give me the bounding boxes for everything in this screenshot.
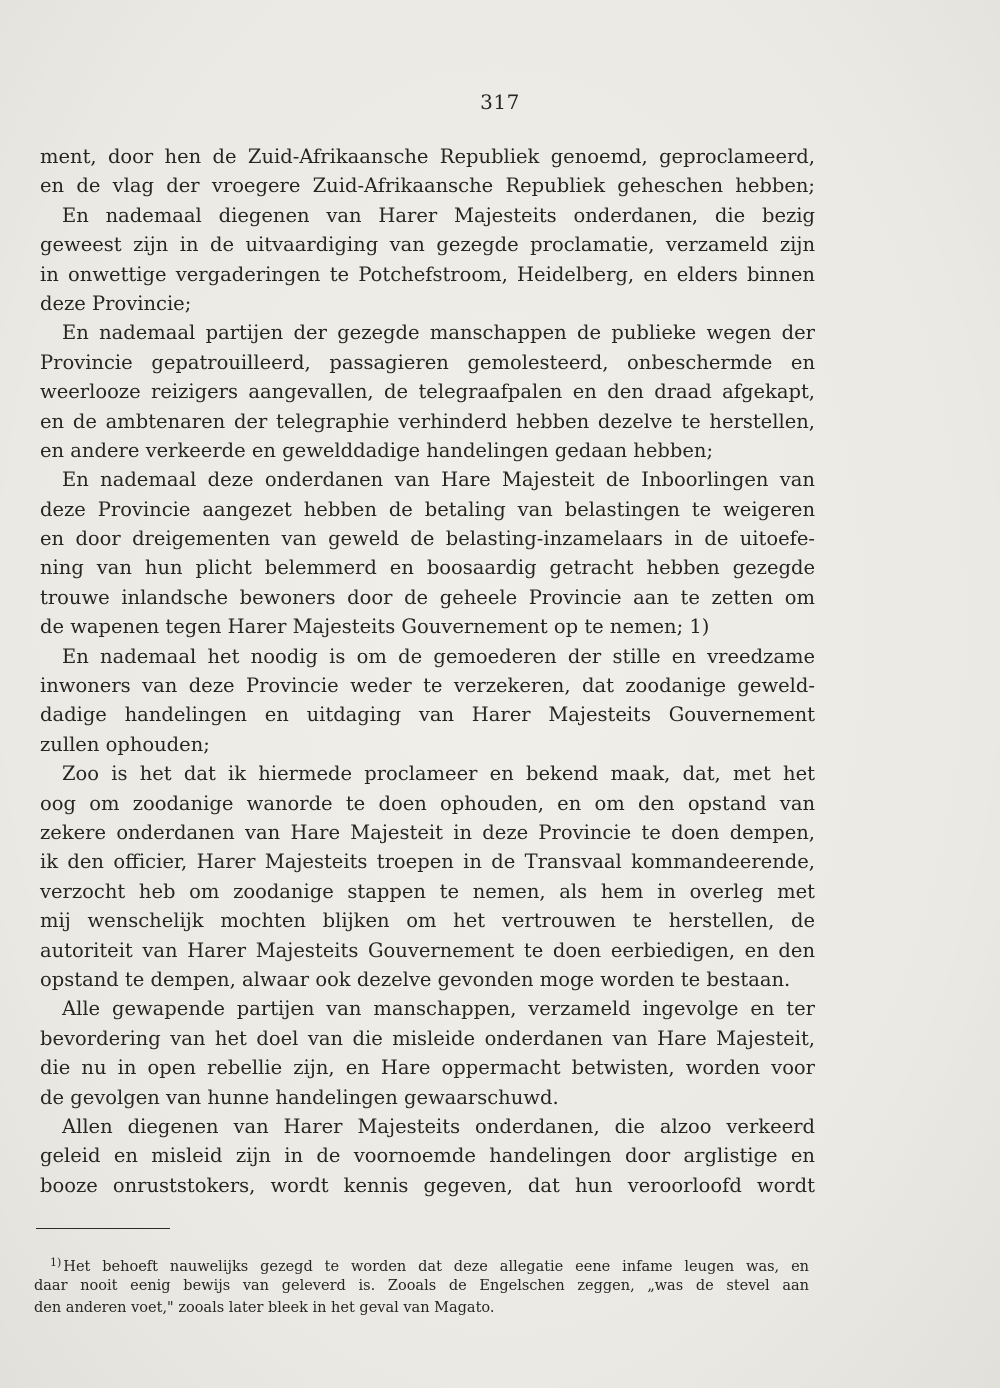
footnote-text: daar nooit eenig bewijs van geleverd is. Zooals de Engelschen zeggen, „was de stevel aan (34, 1277, 809, 1294)
text-line: deze Provincie; (40, 291, 192, 315)
text-line: en andere verkeerde en gewelddadige handelingen gedaan hebben; (40, 438, 714, 462)
text-line: Provincie gepatrouilleerd, passagieren gemolesteerd, onbeschermde en (40, 350, 815, 374)
text-line: inwoners van deze Provincie weder te verzekeren, dat zoodanige geweld- (40, 674, 815, 698)
page-number: 317 (480, 90, 520, 114)
footnote-line (34, 1297, 809, 1320)
footnote-line (34, 1252, 809, 1275)
text-line: geweest zijn in de uitvaardiging van gezegde proclamatie, verzameld zijn (40, 233, 815, 257)
text-line: de gevolgen van hunne handelingen gewaarschuwd. (40, 1085, 559, 1109)
text-line: en de ambtenaren der telegraphie verhinderd hebben dezelve te herstellen, (40, 409, 815, 433)
text-line: deze Provincie aangezet hebben de betaling van belastingen te weigeren (40, 497, 815, 521)
text-line: ment, door hen de Zuid-Afrikaansche Republiek genoemd, geproclameerd, (40, 145, 815, 168)
text-line: booze onruststokers, wordt kennis gegeven, dat hun veroorloofd wordt (40, 1173, 815, 1197)
text-line: weerlooze reizigers aangevallen, de telegraafpalen en den draad afgekapt, (40, 380, 815, 404)
footnote-marker: 1) (50, 1256, 62, 1269)
text-line: trouwe inlandsche bewoners door de geheele Provincie aan te zetten om (40, 585, 815, 609)
text-line: mij wenschelijk mochten blijken om het vertrouwen te herstellen, de (40, 909, 815, 933)
text-line: die nu in open rebellie zijn, en Hare oppermacht betwisten, worden voor (40, 1056, 815, 1080)
text-line: zekere onderdanen van Hare Majesteit in deze Provincie te doen dempen, (40, 820, 815, 844)
text-line: ning van hun plicht belemmerd en boosaardig getracht hebben gezegde (40, 556, 815, 580)
footnote-text: Het behoeft nauwelijks gezegd te worden dat deze allegatie eene infame leugen was, en (63, 1259, 809, 1275)
text-line: oog om zoodanige wanorde te doen ophouden, en om den opstand van (40, 791, 815, 815)
text-line: Alle gewapende partijen van manschappen, verzameld ingevolge en ter (62, 997, 815, 1021)
text-line: En nademaal partijen der gezegde manschappen de publieke wegen der (62, 321, 815, 345)
footnote-text: den anderen voet," zooals later bleek in het geval van Magato. (34, 1300, 495, 1316)
text-line: verzocht heb om zoodanige stappen te nemen, als hem in overleg met (40, 879, 815, 903)
text-line: geleid en misleid zijn in de voornoemde handelingen door arglistige en (40, 1144, 815, 1168)
text-line: in onwettige vergaderingen te Potchefstroom, Heidelberg, en elders binnen (40, 262, 815, 286)
text-line: zullen ophouden; (40, 732, 210, 756)
text-line: dadige handelingen en uitdaging van Harer Majesteits Gouvernement (40, 703, 815, 727)
footnote-divider (36, 1228, 170, 1229)
text-line: en door dreigementen van geweld de belasting-inzamelaars in de uitoefe- (40, 527, 815, 551)
footnote-line (34, 1275, 809, 1298)
footnotes (34, 1252, 809, 1320)
text-line: bevordering van het doel van die misleide onderdanen van Hare Majesteit, (40, 1026, 815, 1050)
text-line: ik den officier, Harer Majesteits troepen in de Transvaal kommandeerende, (40, 850, 815, 874)
text-line: En nademaal het noodig is om de gemoederen der stille en vreedzame (62, 644, 815, 668)
text-line: Allen diegenen van Harer Majesteits onderdanen, die alzoo verkeerd (62, 1114, 815, 1138)
body-text (40, 142, 815, 1200)
text-line: autoriteit van Harer Majesteits Gouvernement te doen eerbiedigen, en den (40, 938, 815, 962)
text-line: en de vlag der vroegere Zuid-Afrikaansche Republiek geheschen hebben; (40, 174, 815, 198)
text-line: En nademaal diegenen van Harer Majesteits onderdanen, die bezig (62, 203, 815, 227)
text-line: Zoo is het dat ik hiermede proclameer en bekend maak, dat, met het (62, 762, 815, 786)
text-line: opstand te dempen, alwaar ook dezelve gevonden moge worden te bestaan. (40, 967, 791, 991)
text-line: En nademaal deze onderdanen van Hare Majesteit de Inboorlingen van (62, 468, 815, 492)
text-line: de wapenen tegen Harer Majesteits Gouvernement op te nemen; 1) (40, 615, 710, 639)
